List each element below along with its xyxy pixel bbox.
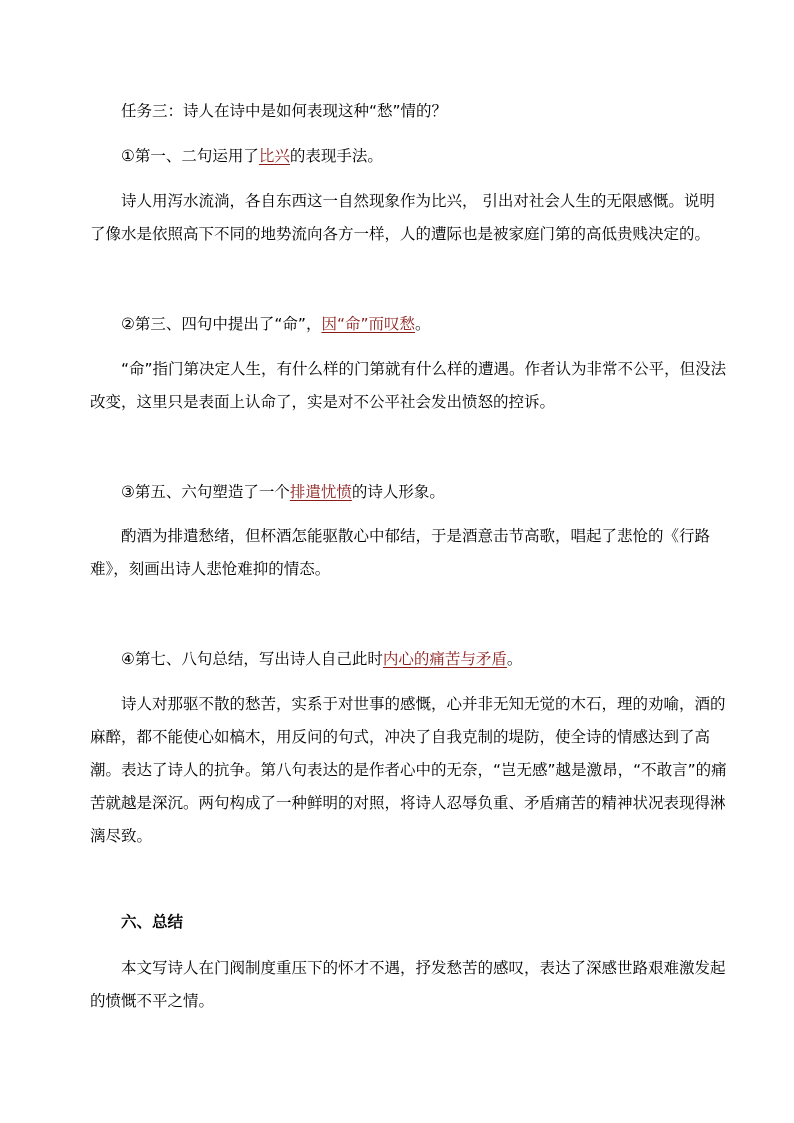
point3-highlight: 排遣忧愤 bbox=[289, 483, 352, 501]
point2-explanation: “命”指门第决定人生，有什么样的门第就有什么样的遭遇。作者认为非常不公平，但没法改变，这里只是表面上认命了，实是对不公平社会发出愤怒的控诉。 bbox=[90, 360, 727, 411]
task3-heading: 任务三：诗人在诗中是如何表现这种“愁”情的？ bbox=[121, 102, 448, 120]
point1-explanation: 诗人用泻水流淌，各自东西这一自然现象作为比兴， 引出对社会人生的无限感慨。说明了像水是依照高下不同的地势流向各方一样，人的遭际也是被家庭门第的高低贵贱决定的。 bbox=[90, 192, 715, 243]
point3-title: ③第五、六句塑造了一个排遣忧愤的诗人形象。 bbox=[121, 483, 445, 501]
summary-heading: 六、总结 bbox=[121, 913, 184, 931]
point1-title: ①第一、二句运用了比兴的表现手法。 bbox=[121, 147, 383, 165]
summary-text: 本文写诗人在门阀制度重压下的怀才不遇，抒发愁苦的感叹，表达了深感世路艰难激发起的愤慨不平之情。 bbox=[90, 959, 726, 1010]
point4-explanation: 诗人对那驱不散的愁苦，实系于对世事的感慨，心并非无知无觉的木石，理的劝喻，酒的麻醉，都不能使心如槁木，用反问的句式，冲决了自我克制的堤防，使全诗的情感达到了高潮。表达了诗人的抗争。第八句表达的是作者心中的无奈，“岂无感”越是激昂，“不敢言”的痛苦就越是深沉。两句构成了一种鲜明的对照，将诗人忍辱负重、矛盾痛苦的精神状况表现得淋漓尽致。 bbox=[90, 695, 727, 845]
point4-highlight: 内心的痛苦与矛盾 bbox=[382, 650, 507, 668]
point1-highlight: 比兴 bbox=[258, 147, 290, 165]
point4-title: ④第七、八句总结，写出诗人自己此时内心的痛苦与矛盾。 bbox=[121, 650, 523, 668]
point3-explanation: 酌酒为排遣愁绪，但杯酒怎能驱散心中郁结，于是酒意击节高歌，唱起了悲怆的《行路难》，刻画出诗人悲怆难抑的情态。 bbox=[90, 527, 711, 578]
point2-title: ②第三、四句中提出了“命”，因“命”而叹愁。 bbox=[121, 315, 431, 333]
point2-highlight: 因“命”而叹愁 bbox=[321, 315, 416, 333]
